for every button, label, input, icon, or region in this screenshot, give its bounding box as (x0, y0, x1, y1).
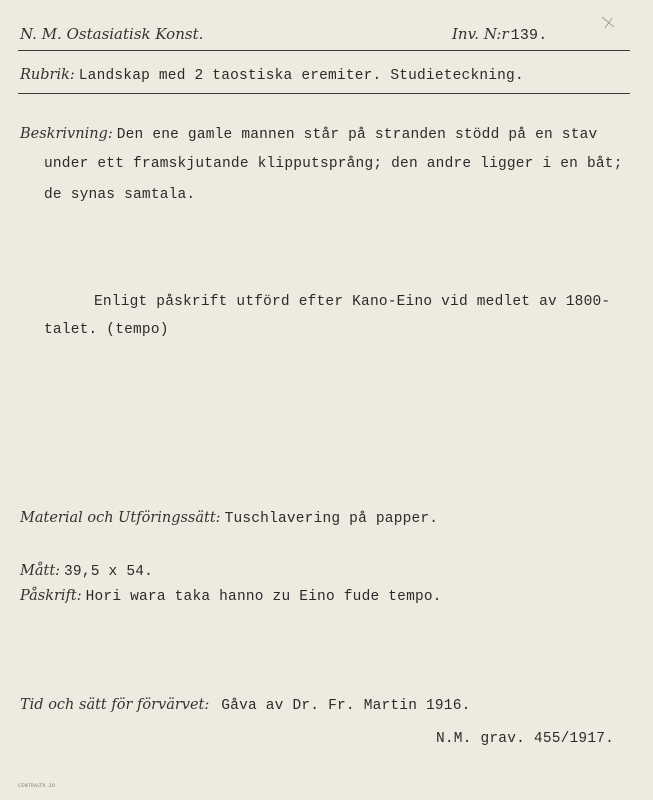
forvarv-value: Gåva av Dr. Fr. Martin 1916. (221, 698, 471, 714)
forvarv-row (20, 696, 471, 714)
beskrivning-line-3: de synas samtala. (44, 187, 196, 203)
paskrift-value: Hori wara taka hanno zu Eino fude tempo. (85, 589, 442, 605)
material-row (20, 509, 438, 527)
note-line-1: Enligt påskrift utförd efter Kano-Eino vid medlet av 1800- (94, 294, 611, 310)
beskrivning-label: Beskrivning: (20, 126, 113, 142)
material-label: Material och Utföringssätt: (20, 510, 221, 526)
museum-name: N. M. Ostasiatisk Konst. (20, 25, 204, 43)
printer-mark: CENTRALTR. 20 (18, 784, 55, 789)
rubrik-divider (18, 93, 630, 94)
inventory-label: Inv. N:r (452, 25, 509, 43)
rubrik-value: Landskap med 2 taostiska eremiter. Studieteckning. (78, 68, 524, 84)
rubrik-row (20, 66, 524, 84)
note-line-2: talet. (tempo) (44, 322, 169, 338)
matt-label: Mått: (20, 563, 61, 579)
beskrivning-line-2: under ett framskjutande klipputsprång; den andre ligger i en båt; (44, 156, 623, 172)
beskrivning-row (20, 125, 597, 143)
paskrift-label: Påskrift: (20, 588, 82, 604)
rubrik-label: Rubrik: (20, 67, 75, 83)
inventory-number-field (452, 25, 547, 44)
beskrivning-line-1: Den ene gamle mannen står på stranden stödd på en stav (116, 127, 598, 143)
matt-row (20, 562, 153, 580)
material-value: Tuschlavering på papper. (224, 511, 439, 527)
matt-value: 39,5 x 54. (64, 564, 154, 580)
corner-pencil-mark (600, 14, 616, 30)
header-divider (18, 50, 630, 51)
inventory-number: 139. (510, 27, 548, 44)
forvarv-label: Tid och sätt för förvärvet: (20, 697, 210, 713)
grav-number: N.M. grav. 455/1917. (436, 731, 615, 747)
paskrift-row (20, 587, 442, 605)
